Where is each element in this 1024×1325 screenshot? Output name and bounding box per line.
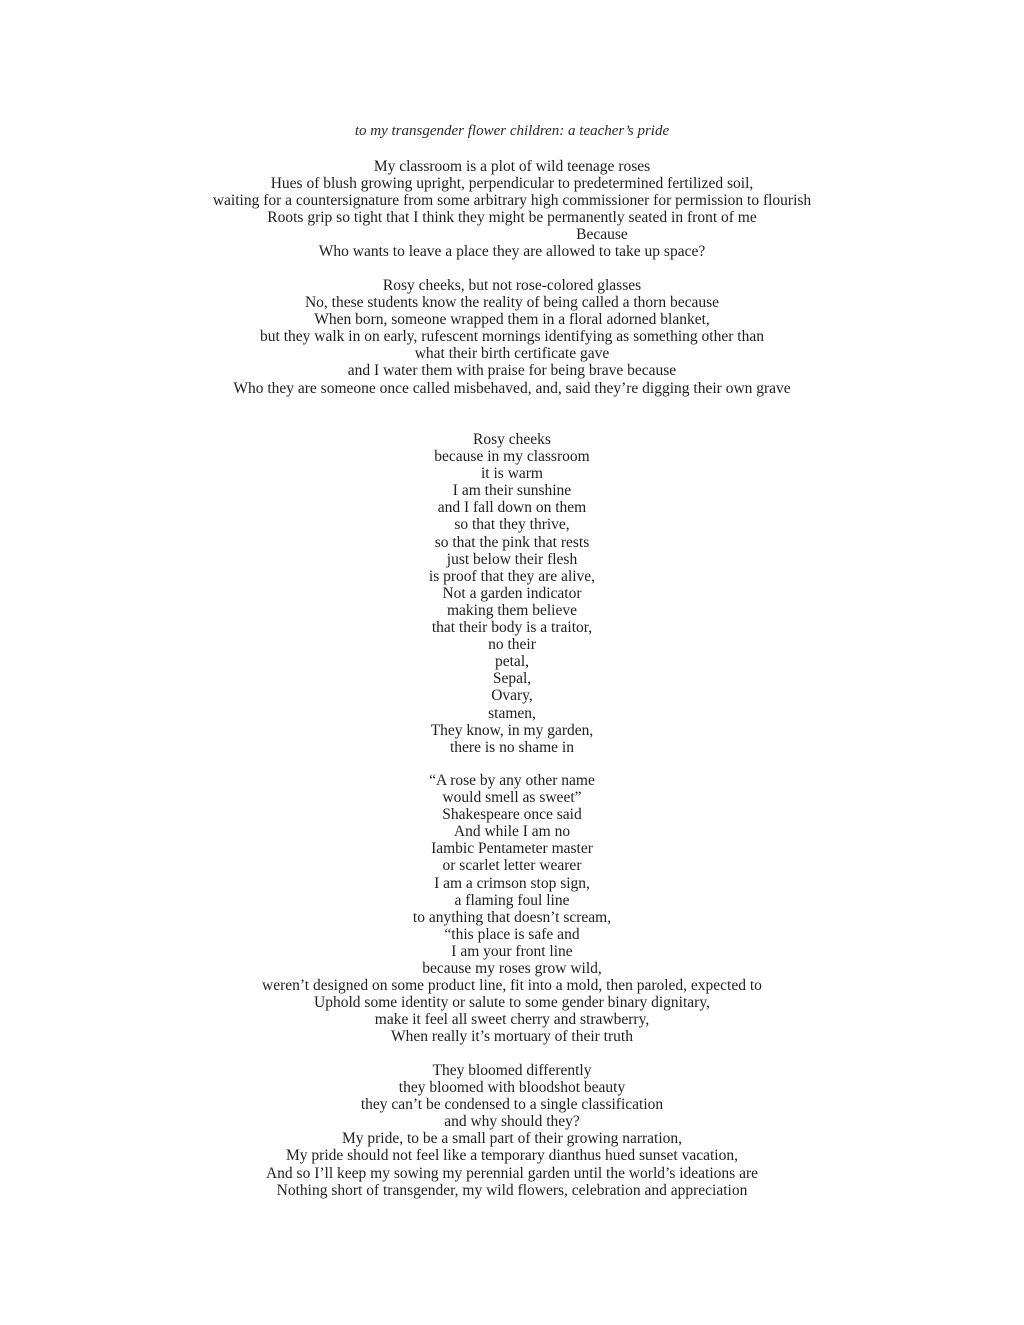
poem-line: Iambic Pentameter master — [431, 840, 593, 858]
poem-title: to my transgender flower children: a teacher’s pride — [354, 123, 670, 139]
poem-line: what their birth certificate gave — [414, 345, 610, 363]
poem-line: is proof that they are alive, — [428, 567, 596, 585]
poem-line: that their body is a traitor, — [431, 619, 593, 637]
poem-line: but they walk in on early, rufescent mornings identifying as something other than — [260, 328, 764, 346]
poem-line: or scarlet letter wearer — [442, 857, 582, 875]
stanza-3 — [0, 431, 1024, 756]
poem-line: because in my classroom — [434, 448, 590, 466]
poem-line: Rosy cheeks — [473, 431, 551, 448]
poem-line: No, these students know the reality of being called a thorn because — [304, 294, 720, 312]
poem-line: They bloomed differently — [432, 1062, 592, 1079]
poem-line: Because — [576, 226, 628, 244]
poem-line: And so I’ll keep my sowing my perennial garden until the world’s ideations are — [265, 1164, 758, 1182]
poem-line: there is no shame in — [450, 738, 574, 756]
poem-line: they can’t be condensed to a single classification — [360, 1096, 664, 1114]
poem-line: and I water them with praise for being brave because — [347, 362, 677, 380]
poem-line: weren’t designed on some product line, fit into a mold, then paroled, expected to — [262, 977, 762, 995]
poem-line: Nothing short of transgender, my wild flowers, celebration and appreciation — [276, 1181, 748, 1199]
poem-line: Sepal, — [492, 670, 532, 688]
poem-line: so that they thrive, — [454, 516, 570, 534]
poem-line: Who wants to leave a place they are allowed to take up space? — [318, 243, 706, 261]
poem-line: I am your front line — [451, 942, 573, 960]
poem-line: they bloomed with bloodshot beauty — [398, 1079, 626, 1097]
stanza-4 — [0, 772, 1024, 1046]
poem-line: making them believe — [447, 601, 577, 619]
poem-line: “A rose by any other name — [429, 772, 595, 789]
poem-line: it is warm — [481, 465, 543, 483]
poem-line: My pride, to be a small part of their growing narration, — [341, 1130, 683, 1148]
poem-line: When born, someone wrapped them in a floral adorned blanket, — [314, 311, 710, 329]
stanza-2 — [0, 277, 1024, 397]
poem-line: so that the pink that rests — [434, 533, 590, 551]
poem-line: “this place is safe and — [444, 925, 580, 943]
stanza-5 — [0, 1062, 1024, 1199]
poem-line: Hues of blush growing upright, perpendicular to predetermined fertilized soil, — [270, 175, 754, 193]
poem-line: Who they are someone once called misbehaved, and, said they’re digging their own grave — [233, 379, 791, 397]
poem-line: because my roses grow wild, — [422, 960, 602, 978]
poem-line: I am their sunshine — [452, 482, 572, 500]
poem-line: And while I am no — [453, 823, 571, 841]
poem-line: make it feel all sweet cherry and strawberry, — [374, 1011, 650, 1029]
poem-line: My pride should not feel like a temporary dianthus hued sunset vacation, — [286, 1147, 738, 1165]
poem-line: just below their flesh — [446, 550, 578, 568]
poem-line: waiting for a countersignature from some arbitrary high commissioner for permission to flourish — [212, 192, 812, 210]
poem-line: Rosy cheeks, but not rose-colored glasses — [382, 277, 642, 294]
stanza-1 — [0, 158, 1024, 261]
poem-line: Not a garden indicator — [442, 584, 582, 602]
poem-line: I am a crimson stop sign, — [434, 874, 590, 892]
poem-line: and why should they? — [444, 1113, 580, 1131]
poem-line: no their — [488, 636, 536, 654]
poem-line: stamen, — [488, 704, 536, 722]
poem-line: When really it’s mortuary of their truth — [391, 1028, 633, 1046]
poem-line: Roots grip so tight that I think they might be permanently seated in front of me — [267, 209, 757, 227]
poem-line: Shakespeare once said — [442, 806, 582, 824]
poem-line: My classroom is a plot of wild teenage roses — [373, 158, 651, 175]
poem-line: They know, in my garden, — [430, 721, 594, 739]
poem-line: Uphold some identity or salute to some gender binary dignitary, — [314, 994, 710, 1012]
poem-line: would smell as sweet” — [442, 789, 582, 807]
poem-line: petal, — [495, 653, 529, 671]
poem-line: Ovary, — [491, 687, 533, 705]
poem-line: to anything that doesn’t scream, — [412, 908, 612, 926]
poem-line: a flaming foul line — [454, 891, 570, 909]
poem-line: and I fall down on them — [437, 499, 587, 517]
